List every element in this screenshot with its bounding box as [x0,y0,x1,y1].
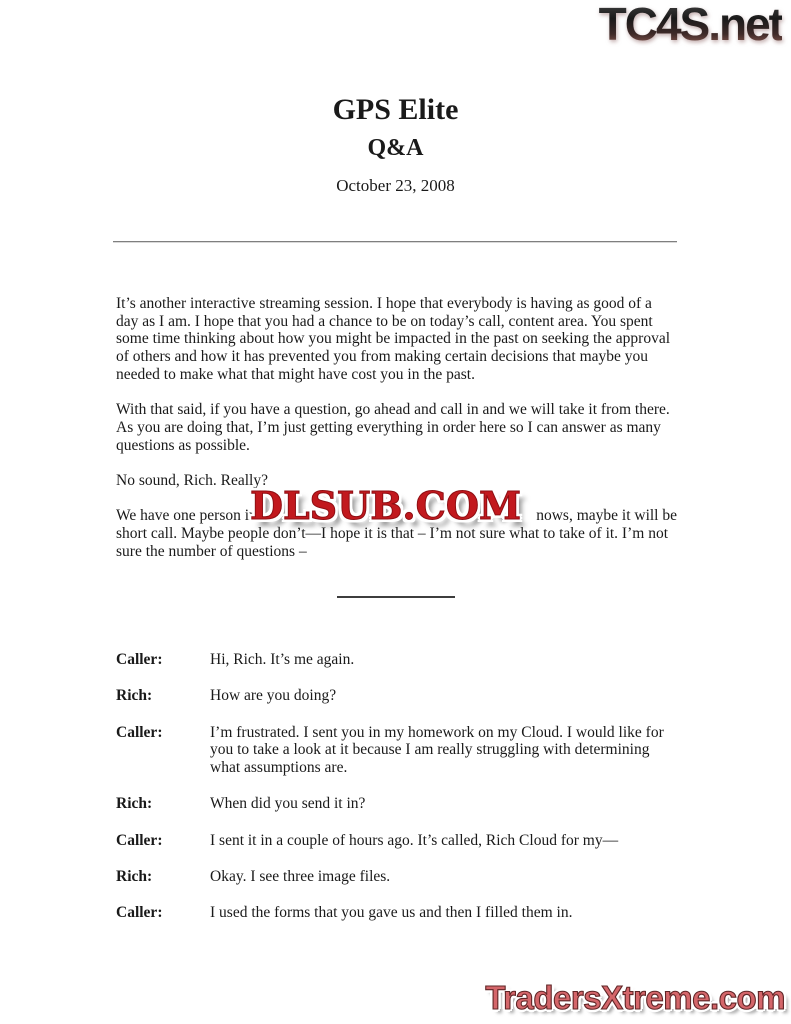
speaker-text: I’m frustrated. I sent you in my homework on my Cloud. I would like for you to take a look at it because I am really struggling with determining what assumptions are. [210,723,664,776]
speaker-label: Rich: [116,867,153,885]
dialogue-row [116,724,677,777]
dialogue-row [116,651,677,669]
obscured-rest: short call. Maybe people don’t—I hope it is that – I’m not sure what to take of it. I’m not sure the number of questions – [116,525,668,560]
speaker-text: When did you send it in? [210,795,366,813]
dlsub-watermark: DLSUB.COM [250,483,522,528]
title-block [0,93,791,196]
speaker-label: Caller: [116,904,163,922]
tc4s-site-logo: TC4S.net [598,0,782,50]
paragraph-questions: With that said, if you have a question, go ahead and call in and we will take it from there. As you are doing that, I’m just getting everything in order here so I can answer as many questions as possible. [116,401,670,454]
dialogue-row [116,687,677,705]
horizontal-rule [113,241,677,243]
speaker-text: Okay. I see three image files. [210,867,391,885]
obscured-line-before: We have one person in [116,507,257,525]
paragraph-intro: It’s another interactive streaming session. I hope that everybody is having as good of a day as I am. I hope that you had a chance to be on today’s call, content area. You spent some time thinking about how you might be impacted in the past on seeking the approval of others and how it has prevented you from making certain decisions that maybe you needed to make what that might have cost you in the past. [116,295,671,383]
dialogue-row [116,868,677,886]
speaker-label: Rich: [116,687,153,705]
speaker-label: Caller: [116,651,163,668]
document-subtitle: Q&A [367,135,424,161]
speaker-label: Caller: [116,831,163,849]
document-date: October 23, 2008 [336,176,455,196]
speaker-text: How are you doing? [210,687,337,705]
tradersxtreme-logo: TradersXtreme.com [485,978,785,1016]
obscured-line-after: nows, maybe it will be [536,507,677,525]
speaker-text: I used the forms that you gave us and then I filled them in. [210,904,573,922]
document-title: GPS Elite [332,93,459,126]
speaker-label: Rich: [116,795,153,813]
section-divider [337,596,455,598]
dialogue-row [116,904,677,922]
paragraph-no-sound: No sound, Rich. Really? [116,472,268,489]
dialogue-row [116,832,677,850]
dialogue-row [116,795,677,813]
speaker-text: I sent it in a couple of hours ago. It’s called, Rich Cloud for my— [210,831,619,849]
speaker-text: Hi, Rich. It’s me again. [210,651,355,668]
dialogue-transcript [116,651,677,940]
speaker-label: Caller: [116,723,163,741]
